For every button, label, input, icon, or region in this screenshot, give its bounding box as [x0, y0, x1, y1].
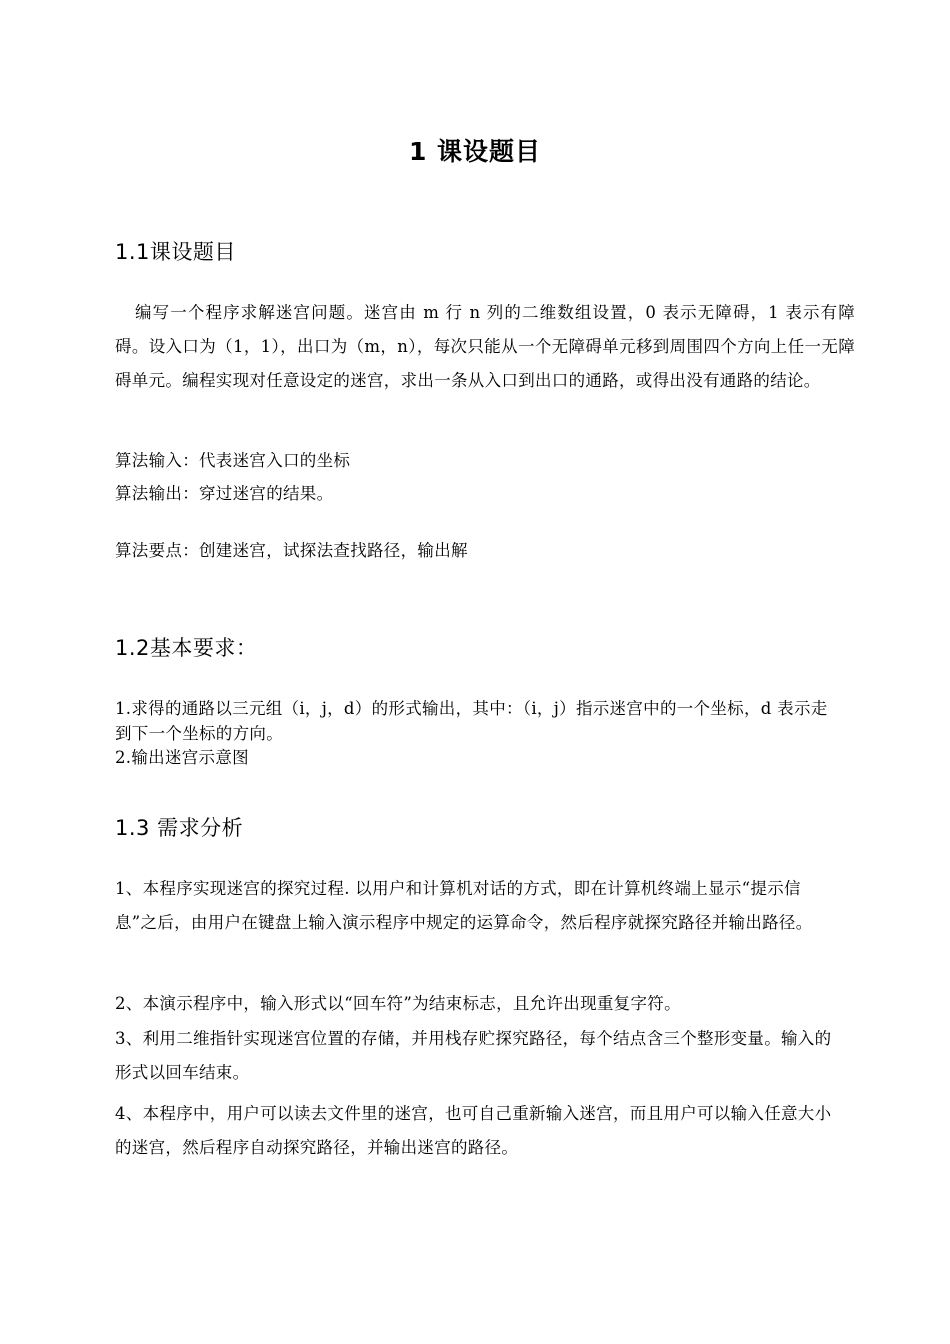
- analysis-item-4: 4、本程序中，用户可以读去文件里的迷宫，也可自己重新输入迷宫，而且用户可以输入任意大小的迷宫，然后程序自动探究路径，并输出迷宫的路径。: [115, 1104, 832, 1157]
- section-heading-1-2: 1.2基本要求：: [115, 636, 258, 660]
- analysis-item-3: 3、利用二维指针实现迷宫位置的存储，并用栈存贮探究路径，每个结点含三个整形变量。输入的形式以回车结束。: [115, 1029, 832, 1082]
- algorithm-output-line: 算法输出：穿过迷宫的结果。: [115, 484, 334, 503]
- algorithm-key-points-line: 算法要点：创建迷宫，试探法查找路径，输出解: [115, 541, 468, 560]
- analysis-item-1: 1、本程序实现迷宫的探究过程. 以用户和计算机对话的方式，即在计算机终端上显示“提示信息”之后，由用户在键盘上输入演示程序中规定的运算命令，然后程序就探究路径并输出路径。: [115, 879, 813, 932]
- chapter-title: 1 课设题目: [408, 137, 542, 166]
- algorithm-input-line: 算法输入：代表迷宫入口的坐标: [115, 451, 351, 470]
- requirement-item-1: 1.求得的通路以三元组（i，j，d）的形式输出，其中：（i，j）指示迷宫中的一个坐标，d 表示走到下一个坐标的方向。: [115, 699, 828, 743]
- problem-description-paragraph: 编写一个程序求解迷宫问题。迷宫由 m 行 n 列的二维数组设置，0 表示无障碍，1 表示有障碍。设入口为（1，1），出口为（m，n），每次只能从一个无障碍单元移到周围四个方向上任一无障碍单元。编程实现对任意设定的迷宫，求出一条从入口到出口的通路，或得出没有通路的结论。: [115, 303, 855, 390]
- section-heading-1-3: 1.3 需求分析: [115, 816, 244, 840]
- requirement-item-2: 2.输出迷宫示意图: [115, 748, 249, 767]
- analysis-item-2: 2、本演示程序中，输入形式以“回车符”为结束标志，且允许出现重复字符。: [115, 994, 681, 1013]
- section-heading-1-1: 1.1课设题目: [115, 240, 236, 264]
